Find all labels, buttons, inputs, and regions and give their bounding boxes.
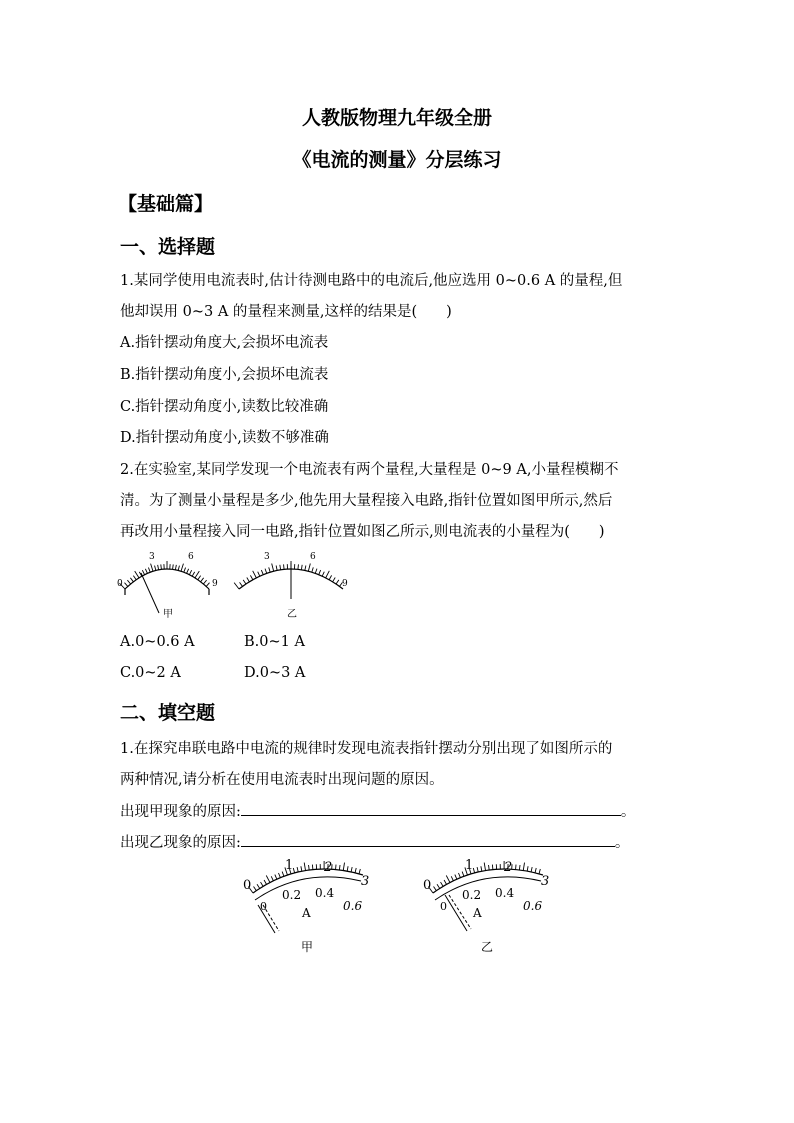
tick-mark xyxy=(155,566,156,571)
ammeter-jia-big-1: 1 xyxy=(285,858,294,873)
meter-jia-label-6: 6 xyxy=(188,552,194,562)
tick-mark xyxy=(319,570,321,575)
blank1-end: 。 xyxy=(620,804,636,820)
tick-mark xyxy=(462,872,464,877)
tick-mark xyxy=(322,572,324,577)
tick-mark xyxy=(282,872,284,877)
tick-mark xyxy=(308,563,310,571)
tick-mark xyxy=(151,564,153,572)
tick-mark xyxy=(336,580,339,584)
tick-mark xyxy=(451,876,453,881)
tick-mark xyxy=(269,567,270,572)
meter-jia-label-0: 0 xyxy=(117,579,123,589)
tick-mark xyxy=(266,875,270,882)
meter-jia-arc xyxy=(125,569,209,589)
tick-mark xyxy=(347,866,348,871)
q2-text-line2: 清。为了测量小量程是多少,他先用大量程接入电路,指针位置如图甲所示,然后 xyxy=(120,493,613,509)
tick-mark xyxy=(326,571,330,578)
ammeter-yi-small-06: 0.6 xyxy=(523,899,543,913)
tick-mark xyxy=(135,571,139,578)
section-heading-fill: 二、填空题 xyxy=(120,702,216,724)
fill-q1-blank2-row xyxy=(120,831,629,852)
q2-text-line3: 再改用小量程接入同一电路,指针位置如图乙所示,则电流表的小量程为( ) xyxy=(120,524,605,540)
fill-meters-figure xyxy=(235,855,565,960)
tick-mark xyxy=(351,867,352,872)
tick-mark xyxy=(192,572,194,576)
ammeter-yi-ticks xyxy=(428,861,543,893)
tick-mark xyxy=(189,570,191,574)
tick-mark xyxy=(312,567,313,572)
tick-mark xyxy=(203,580,206,584)
q1-option-a: A.指针摆动角度大,会损坏电流表 xyxy=(120,335,329,351)
tick-mark xyxy=(133,576,136,580)
section-heading-choice: 一、选择题 xyxy=(120,236,216,258)
tick-mark xyxy=(181,564,183,572)
tick-mark xyxy=(201,578,204,582)
tick-mark xyxy=(127,580,130,584)
level-label: 【基础篇】 xyxy=(118,193,214,215)
meter-yi-label-9: 9 xyxy=(342,579,348,589)
blank2-label: 出现乙现象的原因: xyxy=(120,835,241,851)
tick-mark xyxy=(355,868,356,873)
tick-mark xyxy=(234,583,239,589)
tick-mark xyxy=(271,876,273,881)
ammeter-yi-small-02: 0.2 xyxy=(462,888,482,902)
tick-mark xyxy=(446,875,450,882)
fill-q1-blank1-row xyxy=(120,800,635,821)
tick-mark xyxy=(301,866,302,871)
tick-mark xyxy=(284,564,285,569)
ammeter-jia-small-02: 0.2 xyxy=(282,888,302,902)
q1-text-line1: 1.某同学使用电流表时,估计待测电路中的电流后,他应选用 0~0.6 A 的量程,但 xyxy=(120,273,623,289)
blank2-end: 。 xyxy=(614,835,630,851)
tick-mark xyxy=(484,863,485,871)
page-title: 人教版物理九年级全册 xyxy=(301,107,492,129)
tick-mark xyxy=(531,867,532,872)
ammeter-jia-unit: A xyxy=(302,906,311,920)
ammeter-yi-caption: 乙 xyxy=(481,940,494,954)
tick-mark xyxy=(264,880,266,884)
tick-mark xyxy=(178,566,179,571)
meter-yi-label-6: 6 xyxy=(310,552,316,562)
tick-mark xyxy=(481,866,482,871)
tick-mark xyxy=(265,569,267,574)
meter-yi-label-3: 3 xyxy=(264,552,270,562)
tick-mark xyxy=(158,565,159,570)
tick-mark xyxy=(527,866,528,871)
ammeter-jia-caption: 甲 xyxy=(301,940,314,954)
tick-mark xyxy=(444,880,446,884)
meter-yi xyxy=(234,552,348,620)
tick-mark xyxy=(278,873,280,878)
tick-mark xyxy=(315,569,317,574)
ammeter-jia-small-04: 0.4 xyxy=(315,886,335,900)
blank1-label: 出现甲现象的原因: xyxy=(120,804,241,820)
q1-option-c: C.指针摆动角度小,读数比较准确 xyxy=(120,399,329,415)
q1-text-line2: 他却误用 0~3 A 的量程来测量,这样的结果是( ) xyxy=(120,304,452,320)
tick-mark xyxy=(258,572,260,577)
tick-mark xyxy=(240,582,243,586)
meter-jia-needle xyxy=(141,573,159,613)
tick-mark xyxy=(441,882,444,886)
q2-option-c: C.0~2 A xyxy=(120,665,181,681)
q2-meters-figure xyxy=(115,545,355,623)
tick-mark xyxy=(333,578,336,582)
ammeter-jia-big-0: 0 xyxy=(243,878,252,893)
tick-mark xyxy=(293,868,294,873)
tick-mark xyxy=(523,863,524,871)
tick-mark xyxy=(298,564,299,569)
q2-option-a: A.0~0.6 A xyxy=(120,634,195,650)
meter-jia-label-3: 3 xyxy=(149,552,155,562)
tick-mark xyxy=(257,884,260,888)
ammeter-yi-unit: A xyxy=(473,906,482,920)
tick-mark xyxy=(195,571,199,578)
tick-mark xyxy=(247,578,250,582)
ammeter-jia-big-3: 3 xyxy=(361,874,370,889)
meter-jia-caption: 甲 xyxy=(163,609,173,620)
blank2-answer-line[interactable] xyxy=(241,832,615,847)
tick-mark xyxy=(276,566,277,571)
q2-option-b: B.0~1 A xyxy=(244,634,305,650)
ammeter-jia-ticks xyxy=(248,861,363,893)
tick-mark xyxy=(309,865,310,870)
ammeter-jia-big-2: 2 xyxy=(324,860,333,875)
tick-mark xyxy=(275,875,277,880)
meter-jia xyxy=(117,552,218,620)
tick-mark xyxy=(261,882,264,886)
tick-mark xyxy=(305,566,306,571)
tick-mark xyxy=(175,565,176,570)
ammeter-jia xyxy=(243,858,369,954)
ammeter-yi xyxy=(423,858,549,954)
page-subtitle: 《电流的测量》分层练习 xyxy=(292,149,502,171)
tick-mark xyxy=(304,863,305,871)
tick-mark xyxy=(280,565,281,570)
tick-mark xyxy=(272,563,274,571)
q2-option-d: D.0~3 A xyxy=(244,665,306,681)
tick-mark xyxy=(253,571,257,578)
tick-mark xyxy=(477,867,478,872)
tick-mark xyxy=(254,887,257,891)
tick-mark xyxy=(297,867,298,872)
fill-q1-text-line1: 1.在探究串联电路中电流的规律时发现电流表指针摆动分别出现了如图所示的 xyxy=(120,741,613,757)
tick-mark xyxy=(535,868,536,873)
ammeter-jia-inner-arc xyxy=(255,877,361,900)
tick-mark xyxy=(343,863,344,871)
tick-mark xyxy=(148,568,150,573)
tick-mark xyxy=(437,884,440,888)
q1-option-b: B.指针摆动角度小,会损坏电流表 xyxy=(120,367,329,383)
q1-option-d: D.指针摆动角度小,读数不够准确 xyxy=(120,430,329,446)
ammeter-yi-big-0: 0 xyxy=(423,878,432,893)
meter-yi-caption: 乙 xyxy=(287,609,297,620)
tick-mark xyxy=(187,569,189,574)
tick-mark xyxy=(339,865,340,870)
tick-mark xyxy=(145,569,147,574)
tick-mark xyxy=(519,865,520,870)
tick-mark xyxy=(458,873,460,878)
ammeter-yi-big-1: 1 xyxy=(465,858,474,873)
fill-q1-text-line2: 两种情况,请分析在使用电流表时出现问题的原因。 xyxy=(120,772,444,788)
ammeter-yi-big-2: 2 xyxy=(504,860,513,875)
meter-jia-ticks xyxy=(119,561,209,589)
blank1-answer-line[interactable] xyxy=(241,801,621,816)
tick-mark xyxy=(261,570,263,575)
meter-yi-ticks xyxy=(234,561,343,589)
tick-mark xyxy=(124,583,127,587)
tick-mark xyxy=(434,887,437,891)
ammeter-jia-small-06: 0.6 xyxy=(343,899,363,913)
tick-mark xyxy=(489,865,490,870)
tick-mark xyxy=(301,565,302,570)
ammeter-yi-small-04: 0.4 xyxy=(495,886,515,900)
tick-mark xyxy=(206,583,209,587)
q2-text-line1: 2.在实验室,某同学发现一个电流表有两个量程,大量程是 0~9 A,小量程模糊不 xyxy=(120,462,619,478)
tick-mark xyxy=(243,580,246,584)
tick-mark xyxy=(173,564,174,569)
ammeter-yi-small-0: 0 xyxy=(440,900,447,913)
tick-mark xyxy=(198,576,201,580)
ammeter-jia-small-0: 0 xyxy=(260,900,267,913)
tick-mark xyxy=(184,568,186,573)
tick-mark xyxy=(473,868,474,873)
ammeter-yi-big-3: 3 xyxy=(541,874,550,889)
tick-mark xyxy=(130,578,133,582)
meter-jia-label-9: 9 xyxy=(212,579,218,589)
tick-mark xyxy=(455,875,457,880)
tick-mark xyxy=(329,575,331,579)
tick-mark xyxy=(250,575,252,579)
ammeter-yi-inner-arc xyxy=(435,877,541,900)
tick-mark xyxy=(142,570,144,574)
tick-mark xyxy=(161,564,162,569)
